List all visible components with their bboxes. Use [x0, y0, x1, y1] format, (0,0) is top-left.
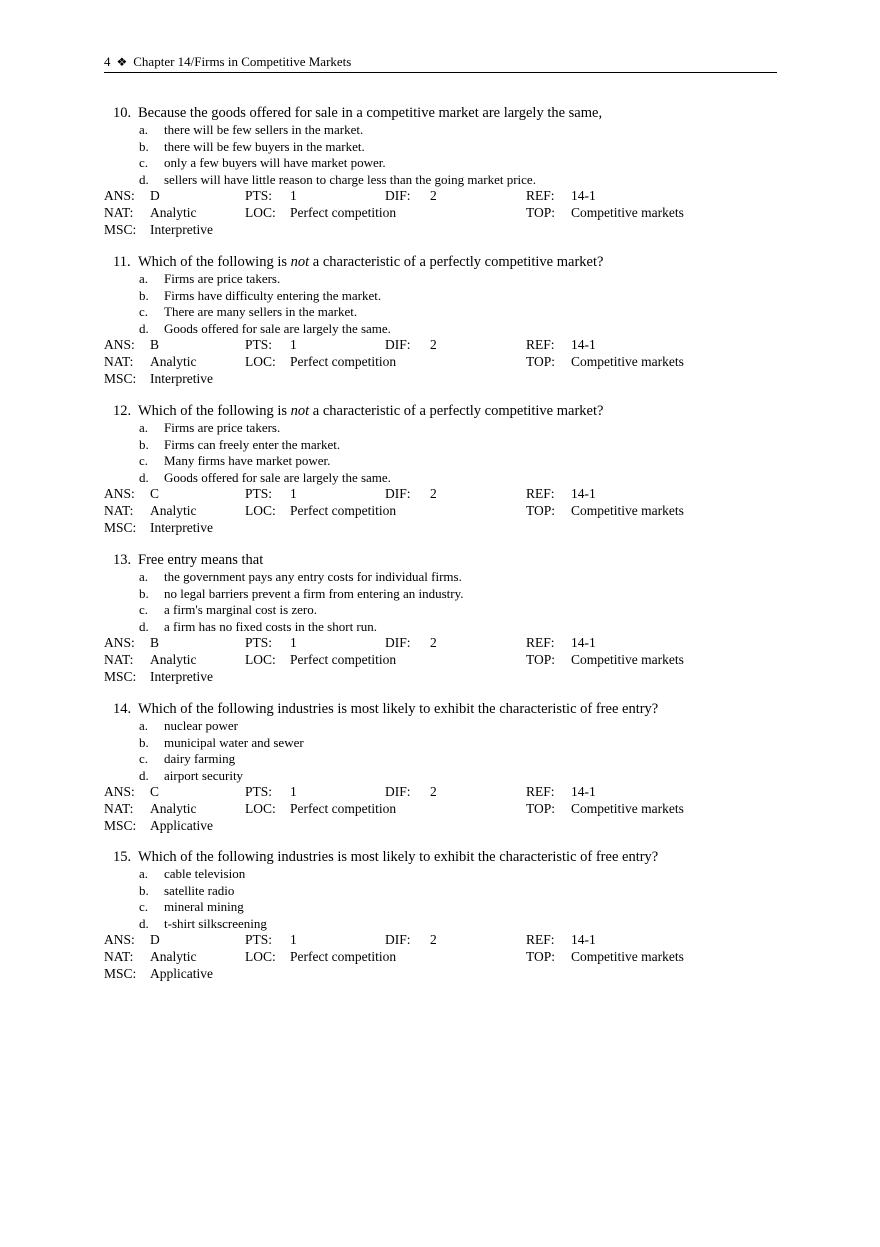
loc-value: Perfect competition	[290, 502, 397, 518]
question-stem: Which of the following industries is most likely to exhibit the characteristic of free entry?	[138, 849, 659, 865]
option-d: d. t-shirt silkscreening	[139, 915, 267, 931]
ref-value: 14-1	[571, 784, 596, 800]
pts-label: PTS:	[245, 337, 273, 353]
option-b: b. municipal water and sewer	[139, 734, 304, 750]
pts-value: 1	[290, 486, 297, 502]
msc-value: Interpretive	[150, 221, 213, 237]
ans-value: C	[150, 486, 160, 502]
option-a: a. Firms are price takers.	[139, 420, 281, 435]
meta-row-1	[104, 486, 777, 503]
option-c: c. mineral mining	[139, 899, 244, 915]
top-value: Competitive markets	[571, 651, 684, 667]
option-list	[104, 420, 777, 486]
chapter-title: Chapter 14/Firms in Competitive Markets	[133, 54, 352, 69]
option-list	[104, 718, 777, 784]
nat-value: Analytic	[150, 204, 197, 220]
top-value: Competitive markets	[571, 502, 684, 518]
question-number: 15.	[113, 849, 132, 865]
option-list	[104, 569, 777, 635]
ref-value: 14-1	[571, 932, 596, 948]
dif-value: 2	[430, 932, 437, 948]
ref-value: 14-1	[571, 635, 596, 651]
loc-value: Perfect competition	[290, 651, 397, 667]
loc-value: Perfect competition	[290, 204, 397, 220]
ref-label: REF:	[526, 486, 555, 502]
top-label: TOP:	[526, 800, 556, 816]
meta-row-1	[104, 784, 777, 801]
msc-value: Interpretive	[150, 519, 213, 535]
meta-row-3	[104, 520, 777, 537]
ans-label: ANS:	[104, 932, 135, 948]
meta-row-2	[104, 205, 777, 222]
dif-label: DIF:	[385, 337, 411, 353]
loc-value: Perfect competition	[290, 800, 397, 816]
question-text	[113, 848, 777, 866]
ans-value: B	[150, 337, 160, 353]
top-value: Competitive markets	[571, 948, 684, 964]
pts-label: PTS:	[245, 932, 273, 948]
question-stem: Free entry means that	[138, 552, 264, 568]
top-label: TOP:	[526, 353, 556, 369]
question-number: 12.	[113, 403, 132, 419]
loc-label: LOC:	[245, 204, 276, 220]
question-stem-start: Which of the following is	[138, 403, 291, 419]
dif-value: 2	[430, 486, 437, 502]
question-stem-end: a characteristic of a perfectly competitive market?	[309, 254, 604, 270]
question-11	[104, 253, 777, 387]
nat-label: NAT:	[104, 800, 134, 816]
msc-label: MSC:	[104, 965, 137, 981]
option-b: b. there will be few buyers in the market.	[139, 138, 365, 154]
msc-label: MSC:	[104, 370, 137, 386]
question-number: 11.	[113, 254, 131, 270]
question-stem: Which of the following industries is most likely to exhibit the characteristic of free entry?	[138, 701, 659, 717]
loc-label: LOC:	[245, 353, 276, 369]
option-b: b. Firms have difficulty entering the market.	[139, 287, 382, 303]
option-list	[104, 866, 777, 932]
meta-row-2	[104, 652, 777, 669]
dif-value: 2	[430, 635, 437, 651]
pts-value: 1	[290, 784, 297, 800]
ans-value: D	[150, 932, 160, 948]
ref-value: 14-1	[571, 337, 596, 353]
question-stem-end: a characteristic of a perfectly competitive market?	[309, 403, 604, 419]
meta-row-2	[104, 801, 777, 818]
option-c: c. There are many sellers in the market.	[139, 304, 358, 320]
ans-value: C	[150, 784, 160, 800]
meta-row-3	[104, 669, 777, 686]
nat-value: Analytic	[150, 651, 197, 667]
nat-value: Analytic	[150, 502, 197, 518]
ans-value: B	[150, 635, 160, 651]
nat-label: NAT:	[104, 651, 134, 667]
meta-row-2	[104, 354, 777, 371]
option-d: d. sellers will have little reason to charge less than the going market price.	[139, 171, 536, 187]
msc-value: Applicative	[150, 817, 213, 833]
question-number: 14.	[113, 701, 132, 717]
nat-label: NAT:	[104, 353, 134, 369]
meta-row-3	[104, 966, 777, 983]
ref-value: 14-1	[571, 486, 596, 502]
question-10	[104, 104, 777, 238]
dif-label: DIF:	[385, 188, 411, 204]
meta-row-1	[104, 932, 777, 949]
option-b: b. no legal barriers prevent a firm from entering an industry.	[139, 585, 464, 601]
option-a: a. Firms are price takers.	[139, 271, 281, 286]
nat-label: NAT:	[104, 204, 134, 220]
nat-label: NAT:	[104, 948, 134, 964]
option-c: c. only a few buyers will have market power.	[139, 155, 386, 171]
ans-label: ANS:	[104, 486, 135, 502]
question-15	[104, 848, 777, 982]
option-a: a. cable television	[139, 866, 246, 881]
top-value: Competitive markets	[571, 353, 684, 369]
question-14	[104, 700, 777, 834]
pts-label: PTS:	[245, 635, 273, 651]
meta-row-2	[104, 949, 777, 966]
question-text	[113, 104, 777, 122]
msc-label: MSC:	[104, 817, 137, 833]
top-value: Competitive markets	[571, 800, 684, 816]
pts-label: PTS:	[245, 188, 273, 204]
pts-label: PTS:	[245, 486, 273, 502]
meta-row-3	[104, 818, 777, 835]
ans-label: ANS:	[104, 188, 135, 204]
option-c: c. Many firms have market power.	[139, 453, 331, 469]
question-12	[104, 402, 777, 536]
question-text	[113, 551, 777, 569]
dif-label: DIF:	[385, 932, 411, 948]
top-label: TOP:	[526, 651, 556, 667]
msc-value: Applicative	[150, 965, 213, 981]
ref-label: REF:	[526, 337, 555, 353]
option-b: b. Firms can freely enter the market.	[139, 436, 341, 452]
dif-value: 2	[430, 784, 437, 800]
meta-row-2	[104, 503, 777, 520]
meta-row-1	[104, 337, 777, 354]
page-number: 4	[104, 54, 111, 69]
option-list	[104, 122, 777, 188]
option-b: b. satellite radio	[139, 882, 235, 898]
question-stem: Because the goods offered for sale in a competitive market are largely the same,	[138, 105, 603, 121]
msc-label: MSC:	[104, 221, 137, 237]
loc-label: LOC:	[245, 651, 276, 667]
pts-label: PTS:	[245, 784, 273, 800]
pts-value: 1	[290, 188, 297, 204]
question-text	[113, 700, 777, 718]
ref-value: 14-1	[571, 188, 596, 204]
answer-metadata	[104, 486, 777, 536]
option-list	[104, 271, 777, 337]
answer-metadata	[104, 932, 777, 982]
option-d: d. Goods offered for sale are largely the same.	[139, 469, 391, 485]
question-number: 13.	[113, 552, 132, 568]
question-text	[113, 402, 777, 420]
ans-label: ANS:	[104, 784, 135, 800]
ref-label: REF:	[526, 188, 555, 204]
msc-value: Interpretive	[150, 370, 213, 386]
page-header	[104, 52, 777, 73]
nat-value: Analytic	[150, 948, 197, 964]
nat-value: Analytic	[150, 353, 197, 369]
loc-label: LOC:	[245, 502, 276, 518]
nat-label: NAT:	[104, 502, 134, 518]
top-value: Competitive markets	[571, 204, 684, 220]
loc-label: LOC:	[245, 948, 276, 964]
ref-label: REF:	[526, 635, 555, 651]
top-label: TOP:	[526, 502, 556, 518]
nat-value: Analytic	[150, 800, 197, 816]
answer-metadata	[104, 635, 777, 685]
msc-label: MSC:	[104, 519, 137, 535]
answer-metadata	[104, 784, 777, 834]
question-stem-start: Which of the following is	[138, 254, 291, 270]
question-text	[113, 253, 777, 271]
meta-row-3	[104, 222, 777, 239]
question-number: 10.	[113, 105, 132, 121]
top-label: TOP:	[526, 948, 556, 964]
ans-value: D	[150, 188, 160, 204]
msc-value: Interpretive	[150, 668, 213, 684]
dif-value: 2	[430, 188, 437, 204]
meta-row-3	[104, 371, 777, 388]
option-a: a. there will be few sellers in the market.	[139, 122, 364, 137]
option-a: a. nuclear power	[139, 718, 238, 733]
answer-metadata	[104, 188, 777, 238]
option-d: d. a firm has no fixed costs in the short run.	[139, 618, 378, 634]
option-c: c. dairy farming	[139, 751, 236, 767]
question-stem-emphasis: not	[290, 403, 310, 419]
question-13	[104, 551, 777, 685]
ref-label: REF:	[526, 932, 555, 948]
top-label: TOP:	[526, 204, 556, 220]
dif-label: DIF:	[385, 635, 411, 651]
option-a: a. the government pays any entry costs for individual firms.	[139, 569, 462, 584]
pts-value: 1	[290, 635, 297, 651]
option-c: c. a firm's marginal cost is zero.	[139, 602, 318, 618]
ref-label: REF:	[526, 784, 555, 800]
answer-metadata	[104, 337, 777, 387]
dif-label: DIF:	[385, 784, 411, 800]
diamond-icon: ❖	[116, 55, 128, 69]
loc-value: Perfect competition	[290, 353, 397, 369]
loc-label: LOC:	[245, 800, 276, 816]
question-stem-emphasis: not	[290, 254, 310, 270]
option-d: d. Goods offered for sale are largely the same.	[139, 320, 391, 336]
ans-label: ANS:	[104, 337, 135, 353]
pts-value: 1	[290, 932, 297, 948]
option-d: d. airport security	[139, 767, 244, 783]
msc-label: MSC:	[104, 668, 137, 684]
ans-label: ANS:	[104, 635, 135, 651]
dif-value: 2	[430, 337, 437, 353]
loc-value: Perfect competition	[290, 948, 397, 964]
meta-row-1	[104, 635, 777, 652]
dif-label: DIF:	[385, 486, 411, 502]
meta-row-1	[104, 188, 777, 205]
pts-value: 1	[290, 337, 297, 353]
